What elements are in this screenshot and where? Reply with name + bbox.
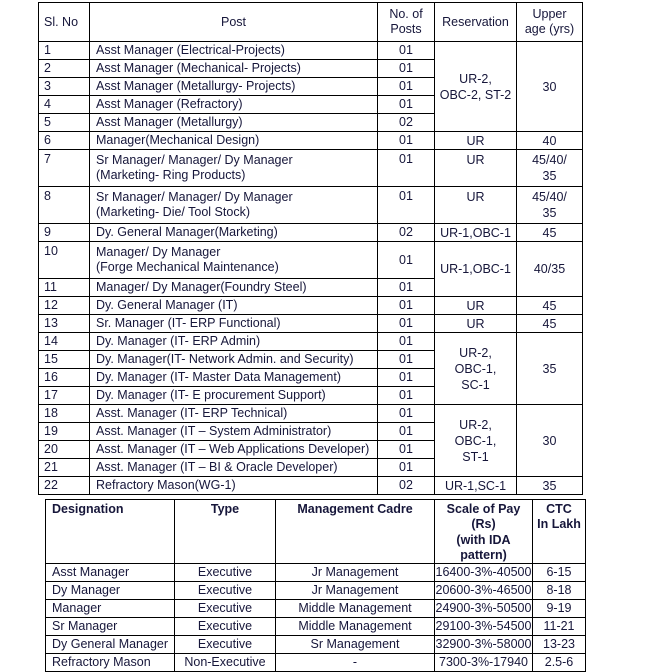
cell-post: Dy. Manager (IT- E procurement Support) (90, 387, 378, 405)
cell-post: Sr. Manager (IT- ERP Functional) (90, 315, 378, 333)
cell-sl-no: 12 (39, 297, 90, 315)
cell-type: Executive (175, 636, 276, 654)
cell-designation: Sr Manager (46, 618, 175, 636)
cell-sl-no: 13 (39, 315, 90, 333)
header-upper-age (517, 3, 583, 42)
header-sl-no: Sl. No (39, 3, 90, 42)
cell-no-of-posts: 01 (378, 279, 435, 297)
cell-cadre: Middle Management (276, 618, 435, 636)
table-row (39, 477, 583, 495)
table-row (46, 582, 586, 600)
cell-no-of-posts: 01 (378, 96, 435, 114)
table-row (39, 132, 583, 150)
header-management-cadre: Management Cadre (276, 500, 435, 564)
cell-cadre: Jr Management (276, 582, 435, 600)
cell-reservation (435, 42, 517, 132)
cell-reservation: UR (435, 132, 517, 150)
cell-sl-no: 21 (39, 459, 90, 477)
cell-sl-no: 19 (39, 423, 90, 441)
cell-sl-no: 5 (39, 114, 90, 132)
table-row (46, 636, 586, 654)
cell-no-of-posts: 01 (378, 297, 435, 315)
reservation-line1: UR-2, (459, 345, 492, 360)
upper-age-line1: 45/40/ (532, 153, 567, 167)
cell-upper-age: 30 (517, 405, 583, 477)
table-row (39, 42, 583, 60)
reservation-line3: SC-1 (461, 377, 490, 392)
cell-post-line2: (Marketing- Die/ Tool Stock) (96, 205, 250, 219)
cell-post (90, 150, 378, 187)
cell-no-of-posts: 01 (378, 423, 435, 441)
cell-post-line1: Sr Manager/ Manager/ Dy Manager (96, 153, 293, 167)
header-type: Type (175, 500, 276, 564)
cell-reservation: UR (435, 297, 517, 315)
upper-age-line1: 45/40/ (532, 190, 567, 204)
cell-reservation: UR (435, 315, 517, 333)
cell-no-of-posts: 01 (378, 351, 435, 369)
cell-no-of-posts: 01 (378, 315, 435, 333)
cell-scale: 7300-3%-17940 (435, 654, 533, 672)
cell-reservation (435, 405, 517, 477)
cell-no-of-posts: 01 (378, 132, 435, 150)
cell-sl-no: 10 (39, 242, 90, 279)
cell-ctc: 13-23 (533, 636, 586, 654)
cell-reservation (435, 333, 517, 405)
table-row (39, 333, 583, 351)
pay-table-header-row (46, 500, 586, 564)
cell-post: Asst. Manager (IT – BI & Oracle Developer) (90, 459, 378, 477)
cell-post: Dy. Manager (IT- Master Data Management) (90, 369, 378, 387)
cell-post: Dy. General Manager(Marketing) (90, 224, 378, 242)
cell-no-of-posts: 01 (378, 333, 435, 351)
posts-table-head (39, 3, 583, 42)
cell-no-of-posts: 01 (378, 187, 435, 224)
header-no-of-posts-line2: Posts (390, 22, 422, 36)
header-no-of-posts-line1: No. of (389, 7, 423, 22)
cell-post: Dy. General Manager (IT) (90, 297, 378, 315)
cell-post: Manager/ Dy Manager(Foundry Steel) (90, 279, 378, 297)
cell-post-line1: Sr Manager/ Manager/ Dy Manager (96, 190, 293, 204)
cell-no-of-posts: 01 (378, 42, 435, 60)
header-upper-age-line2: age (yrs) (524, 22, 575, 36)
cell-reservation: UR (435, 187, 517, 224)
reservation-line2: OBC-1, (454, 433, 497, 448)
cell-scale: 29100-3%-54500 (435, 618, 533, 636)
pay-table-body (46, 564, 586, 672)
cell-upper-age: 35 (517, 477, 583, 495)
cell-no-of-posts: 01 (378, 78, 435, 96)
cell-post: Asst Manager (Metallurgy- Projects) (90, 78, 378, 96)
cell-no-of-posts: 02 (378, 114, 435, 132)
cell-reservation: UR-1,OBC-1 (435, 224, 517, 242)
cell-post-line1: Manager/ Dy Manager (96, 245, 221, 259)
header-ctc (533, 500, 586, 564)
header-ctc-line1: CTC (546, 502, 572, 516)
cell-scale: 24900-3%-50500 (435, 600, 533, 618)
cell-sl-no: 17 (39, 387, 90, 405)
cell-sl-no: 7 (39, 150, 90, 187)
header-upper-age-line1: Upper (532, 7, 567, 22)
cell-post: Dy. Manager (IT- ERP Admin) (90, 333, 378, 351)
cell-designation: Manager (46, 600, 175, 618)
cell-upper-age: 40 (517, 132, 583, 150)
header-reservation: Reservation (435, 3, 517, 42)
cell-sl-no: 9 (39, 224, 90, 242)
cell-sl-no: 15 (39, 351, 90, 369)
header-post: Post (90, 3, 378, 42)
cell-no-of-posts: 01 (378, 150, 435, 187)
cell-ctc: 9-19 (533, 600, 586, 618)
posts-table-container (38, 2, 582, 495)
table-row (39, 297, 583, 315)
reservation-line3: ST-1 (462, 449, 489, 464)
table-row (39, 242, 583, 279)
posts-table-body (39, 42, 583, 495)
cell-post-line2: (Marketing- Ring Products) (96, 168, 246, 182)
reservation-line2: OBC-2, ST-2 (439, 87, 512, 102)
upper-age-line2: 35 (542, 169, 557, 183)
cell-upper-age: 45 (517, 224, 583, 242)
cell-sl-no: 8 (39, 187, 90, 224)
reservation-line1: UR-2, (459, 417, 492, 432)
header-no-of-posts (378, 3, 435, 42)
cell-upper-age: 45 (517, 297, 583, 315)
reservation-line2: OBC-1, (454, 361, 497, 376)
cell-no-of-posts: 01 (378, 242, 435, 279)
table-row (39, 150, 583, 187)
cell-reservation: UR (435, 150, 517, 187)
cell-designation: Refractory Mason (46, 654, 175, 672)
cell-post: Asst. Manager (IT – Web Applications Developer) (90, 441, 378, 459)
header-scale-line2: (with IDA pattern) (456, 532, 511, 562)
cell-ctc: 2.5-6 (533, 654, 586, 672)
table-row (46, 564, 586, 582)
cell-sl-no: 11 (39, 279, 90, 297)
cell-cadre: Sr Management (276, 636, 435, 654)
cell-post: Asst. Manager (IT – System Administrator) (90, 423, 378, 441)
cell-post (90, 242, 378, 279)
cell-post: Refractory Mason(WG-1) (90, 477, 378, 495)
cell-ctc: 11-21 (533, 618, 586, 636)
cell-upper-age: 40/35 (517, 242, 583, 297)
cell-ctc: 8-18 (533, 582, 586, 600)
cell-cadre: - (276, 654, 435, 672)
cell-designation: Dy Manager (46, 582, 175, 600)
cell-no-of-posts: 01 (378, 405, 435, 423)
cell-upper-age: 45 (517, 315, 583, 333)
cell-post: Asst Manager (Mechanical- Projects) (90, 60, 378, 78)
pay-scale-table (45, 499, 586, 672)
cell-sl-no: 3 (39, 78, 90, 96)
cell-type: Executive (175, 618, 276, 636)
header-ctc-line2: In Lakh (537, 517, 581, 532)
cell-sl-no: 16 (39, 369, 90, 387)
cell-upper-age (517, 187, 583, 224)
header-designation: Designation (46, 500, 175, 564)
cell-scale: 32900-3%-58000 (435, 636, 533, 654)
cell-post: Asst Manager (Electrical-Projects) (90, 42, 378, 60)
reservation-line1: UR-2, (459, 71, 492, 86)
cell-sl-no: 4 (39, 96, 90, 114)
table-row (39, 224, 583, 242)
table-row (39, 315, 583, 333)
cell-post: Manager(Mechanical Design) (90, 132, 378, 150)
cell-post: Asst Manager (Metallurgy) (90, 114, 378, 132)
cell-no-of-posts: 01 (378, 459, 435, 477)
posts-table-header-row (39, 3, 583, 42)
cell-cadre: Jr Management (276, 564, 435, 582)
cell-no-of-posts: 02 (378, 477, 435, 495)
cell-no-of-posts: 02 (378, 224, 435, 242)
table-row (39, 187, 583, 224)
cell-scale: 16400-3%-40500 (435, 564, 533, 582)
cell-scale: 20600-3%-46500 (435, 582, 533, 600)
cell-sl-no: 14 (39, 333, 90, 351)
cell-sl-no: 18 (39, 405, 90, 423)
table-row (46, 618, 586, 636)
cell-designation: Asst Manager (46, 564, 175, 582)
cell-sl-no: 2 (39, 60, 90, 78)
cell-post (90, 187, 378, 224)
cell-post: Dy. Manager(IT- Network Admin. and Security) (90, 351, 378, 369)
posts-table (38, 2, 583, 495)
cell-sl-no: 20 (39, 441, 90, 459)
cell-type: Non-Executive (175, 654, 276, 672)
pay-scale-table-container (45, 499, 585, 672)
table-row (46, 600, 586, 618)
cell-reservation: UR-1,SC-1 (435, 477, 517, 495)
cell-no-of-posts: 01 (378, 441, 435, 459)
cell-cadre: Middle Management (276, 600, 435, 618)
cell-upper-age: 35 (517, 333, 583, 405)
cell-reservation: UR-1,OBC-1 (435, 242, 517, 297)
table-row (39, 405, 583, 423)
cell-designation: Dy General Manager (46, 636, 175, 654)
cell-no-of-posts: 01 (378, 369, 435, 387)
header-scale-of-pay (435, 500, 533, 564)
table-row (46, 654, 586, 672)
cell-upper-age (517, 150, 583, 187)
cell-post: Asst. Manager (IT- ERP Technical) (90, 405, 378, 423)
cell-sl-no: 6 (39, 132, 90, 150)
cell-post: Asst Manager (Refractory) (90, 96, 378, 114)
cell-type: Executive (175, 564, 276, 582)
pay-table-head (46, 500, 586, 564)
cell-sl-no: 22 (39, 477, 90, 495)
cell-sl-no: 1 (39, 42, 90, 60)
header-scale-line1: Scale of Pay (Rs) (446, 502, 521, 532)
cell-type: Executive (175, 582, 276, 600)
upper-age-line2: 35 (542, 206, 557, 220)
cell-post-line2: (Forge Mechanical Maintenance) (96, 260, 279, 274)
cell-no-of-posts: 01 (378, 60, 435, 78)
cell-upper-age: 30 (517, 42, 583, 132)
cell-ctc: 6-15 (533, 564, 586, 582)
cell-type: Executive (175, 600, 276, 618)
cell-no-of-posts: 01 (378, 387, 435, 405)
